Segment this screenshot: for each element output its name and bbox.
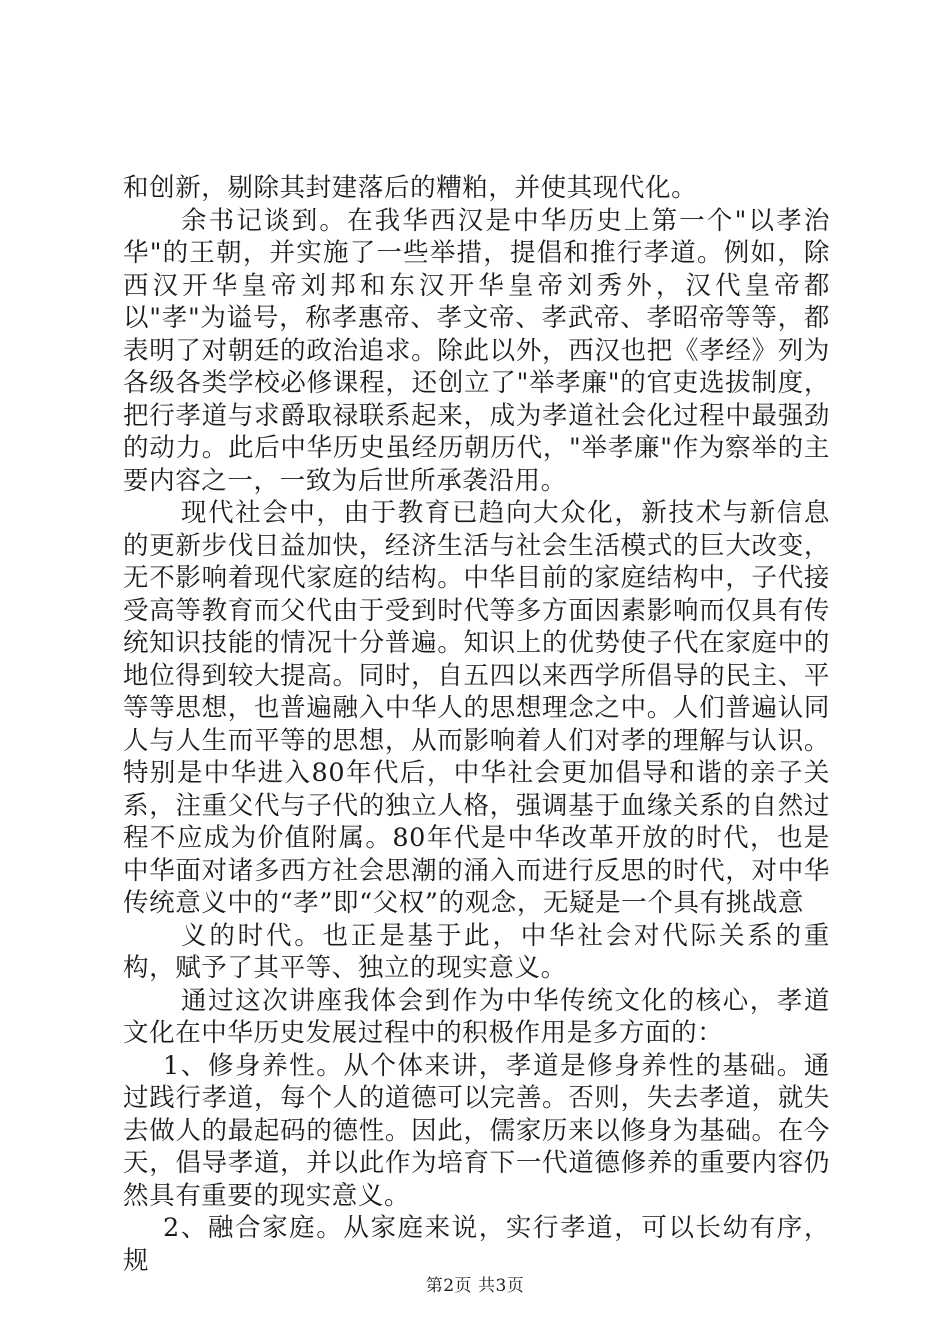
paragraph-modern-society: 现代社会中，由于教育已趋向大众化，新技术与新信息的更新步伐日益加快，经济生活与社会生活模式的巨大改变，无不影响着现代家庭的结构。中华目前的家庭结构中，子代接受高等教育而父代由于受到时代等多方面因素影响而仅具有传统知识技能的情况十分普遍。知识上的优势使子代在家庭中的地位得到较大提高。同时，自五四以来西学所倡导的民主、平等等思想，也普遍融入中华人的思想理念之中。人们普遍认同人与人生而平等的思想，从而影响着人们对孝的理解与认识。特别是中华进入80年代后，中华社会更加倡导和谐的亲子关系，注重父代与子代的独立人格，强调基于血缘关系的自然过程不应成为价值附属。80年代是中华改革开放的时代，也是中华面对诸多西方社会思潮的涌入而进行反思的时代，对中华传统意义中的“孝”即“父权”的观念，无疑是一个具有挑战意 <box>123 498 830 918</box>
paragraph-point-2: 2、融合家庭。从家庭来说，实行孝道，可以长幼有序，规 <box>123 1213 830 1276</box>
paragraph-lecture-reflection: 通过这次讲座我体会到作为中华传统文化的核心，孝道文化在中华历史发展过程中的积极作用是多方面的： <box>123 985 830 1048</box>
document-body <box>123 172 830 1277</box>
page-number-footer: 第2页 共3页 <box>425 1276 525 1296</box>
paragraph-point-1: 1、修身养性。从个体来讲，孝道是修身养性的基础。通过践行孝道，每个人的道德可以完善。否则，失去孝道，就失去做人的最起码的德性。因此，儒家历来以修身为基础。在今天，倡导孝道，并以此作为培育下一代道德修养的重要内容仍然具有重要的现实意义。 <box>123 1050 830 1211</box>
paragraph-continuation: 和创新，剔除其封建落后的糟粕，并使其现代化。 <box>123 173 698 203</box>
paragraph-era-meaning: 义的时代。也正是基于此，中华社会对代际关系的重构，赋予了其平等、独立的现实意义。 <box>123 920 830 983</box>
paragraph-western-han: 余书记谈到。在我华西汉是中华历史上第一个"以孝治华"的王朝，并实施了一些举措，提倡和推行孝道。例如，除西汉开华皇帝刘邦和东汉开华皇帝刘秀外，汉代皇帝都以"孝"为谥号，称孝惠帝、孝文帝、孝武帝、孝昭帝等等，都表明了对朝廷的政治追求。除此以外，西汉也把《孝经》列为各级各类学校必修课程，还创立了"举孝廉"的官吏选拔制度，把行孝道与求爵取禄联系起来，成为孝道社会化过程中最强劲的动力。此后中华历史虽经历朝历代，"举孝廉"作为察举的主要内容之一，一致为后世所承袭沿用。 <box>123 205 830 496</box>
